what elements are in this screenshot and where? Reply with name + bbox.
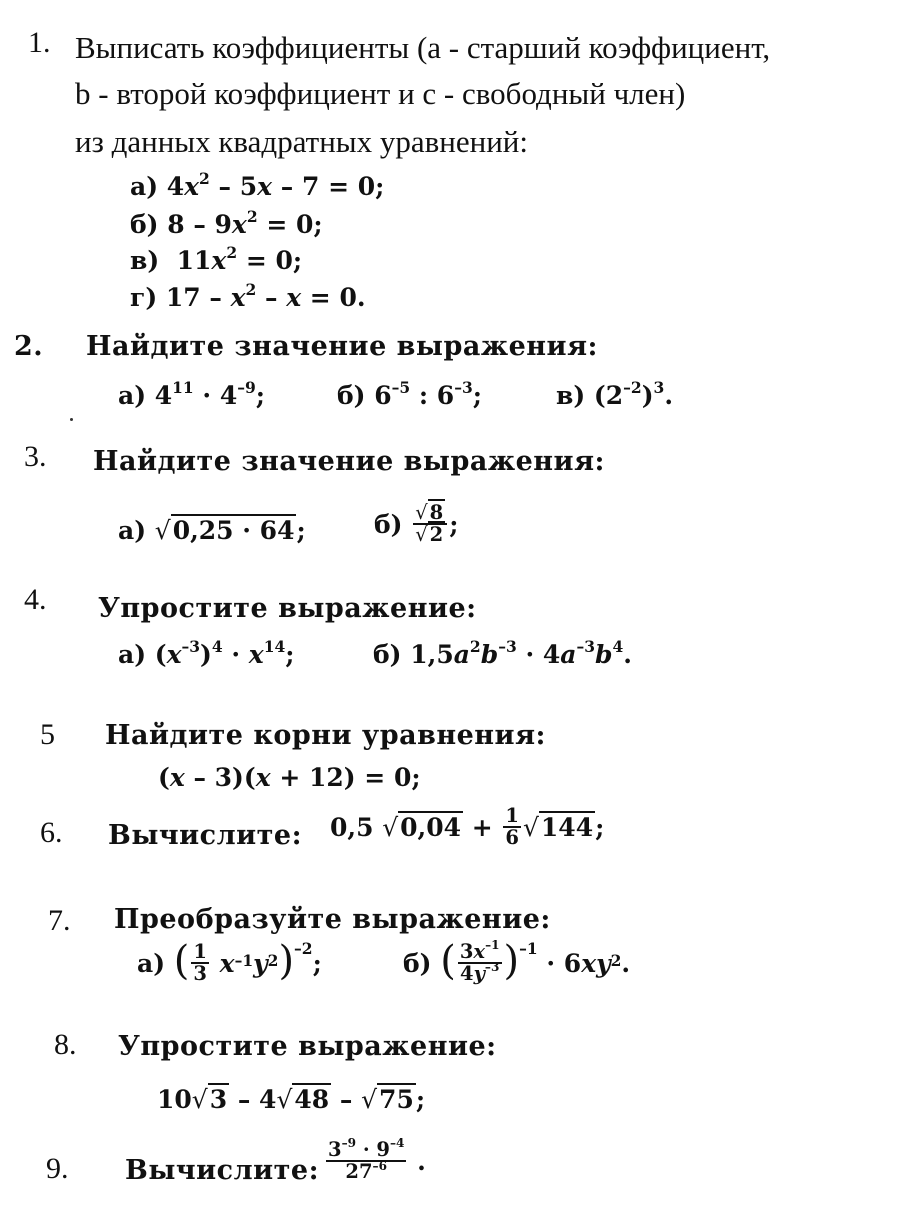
task-4-item-a: а) $(x^{-3})^4 \cdot x^{14}$; xyxy=(118,637,295,669)
task-7-number: 7. xyxy=(48,904,71,937)
task-5-title: Найдите корни уравнения: xyxy=(105,720,546,751)
task-2-item-b: б) $6^{-5}$ : $6^{-3}$; xyxy=(337,378,482,410)
task-9-expression: $\frac{3^{-9} \cdot 9^{-4}}{27^{-6}}$ . xyxy=(328,1136,426,1184)
task-4-title: Упростите выражение: xyxy=(98,593,477,624)
task-2-item-v: в) $(2^{-2})^3$. xyxy=(556,378,674,410)
task-6-expression: 0,5 √0,04 + $\frac{1}{6}$ √144 ; xyxy=(330,804,605,850)
task-4-item-b: б) $1,5a^2b^{-3} \cdot 4a^{-3}b^4$. xyxy=(373,637,633,669)
task-9-title: Вычислите: xyxy=(125,1155,320,1186)
task-9-number: 9. xyxy=(46,1152,69,1185)
task-1-item-a: а) $4x^2 - 5x - 7 = 0$; xyxy=(130,169,385,201)
task-7-item-b: б) ( $\frac{3x^{-1}}{4y^{-3}}$ ) $^{-1}$ · 6 x y $^2$ . xyxy=(403,937,631,985)
task-1-number: 1. xyxy=(28,26,51,59)
task-1-text-line2: b - второй коэффициент и с - свободный член) xyxy=(75,76,686,111)
task-4-number: 4. xyxy=(24,583,47,616)
task-6-title: Вычислите: xyxy=(108,820,303,851)
task-8-title: Упростите выражение: xyxy=(118,1031,497,1062)
task-2-item-a: а) $4^{11} \cdot 4^{-9}$; xyxy=(118,378,266,410)
task-5-number: 5 xyxy=(40,718,55,751)
task-6-number: 6. xyxy=(40,816,63,849)
task-2-number: 2. xyxy=(14,331,44,362)
task-7-title: Преобразуйте выражение: xyxy=(114,904,551,935)
task-1-text-line3: из данных квадратных уравнений: xyxy=(75,124,528,159)
task-8-expression: 10√3 – 4√48 – √75; xyxy=(157,1085,426,1114)
task-7-item-a: а) ( $\frac{1}{3}$ x $^{-1}$ y $^2$ ) $^{-2}$ ; xyxy=(137,938,322,985)
task-3-item-b: б) $\frac{√ 8}{√ 2}$ ; xyxy=(374,501,459,547)
task-5-equation: (x – 3)(x + 12) = 0; xyxy=(158,763,421,792)
task-3-title: Найдите значение выражения: xyxy=(93,446,605,477)
task-2-title: Найдите значение выражения: xyxy=(86,331,598,362)
task-1-item-b: б) $8 - 9x^2 = 0$; xyxy=(130,207,323,239)
task-1-item-v: в) $11x^2 = 0$; xyxy=(130,243,303,275)
task-3-item-a: а) √0,25 · 64; xyxy=(118,516,306,545)
task-8-number: 8. xyxy=(54,1028,77,1061)
task-1-item-g: г) $17 - x^2 - x = 0$. xyxy=(130,280,366,312)
task-3-number: 3. xyxy=(24,440,47,473)
stray-dot xyxy=(70,418,73,421)
task-1-text-line1: Выписать коэффициенты (a - старший коэффициент, xyxy=(75,30,771,65)
